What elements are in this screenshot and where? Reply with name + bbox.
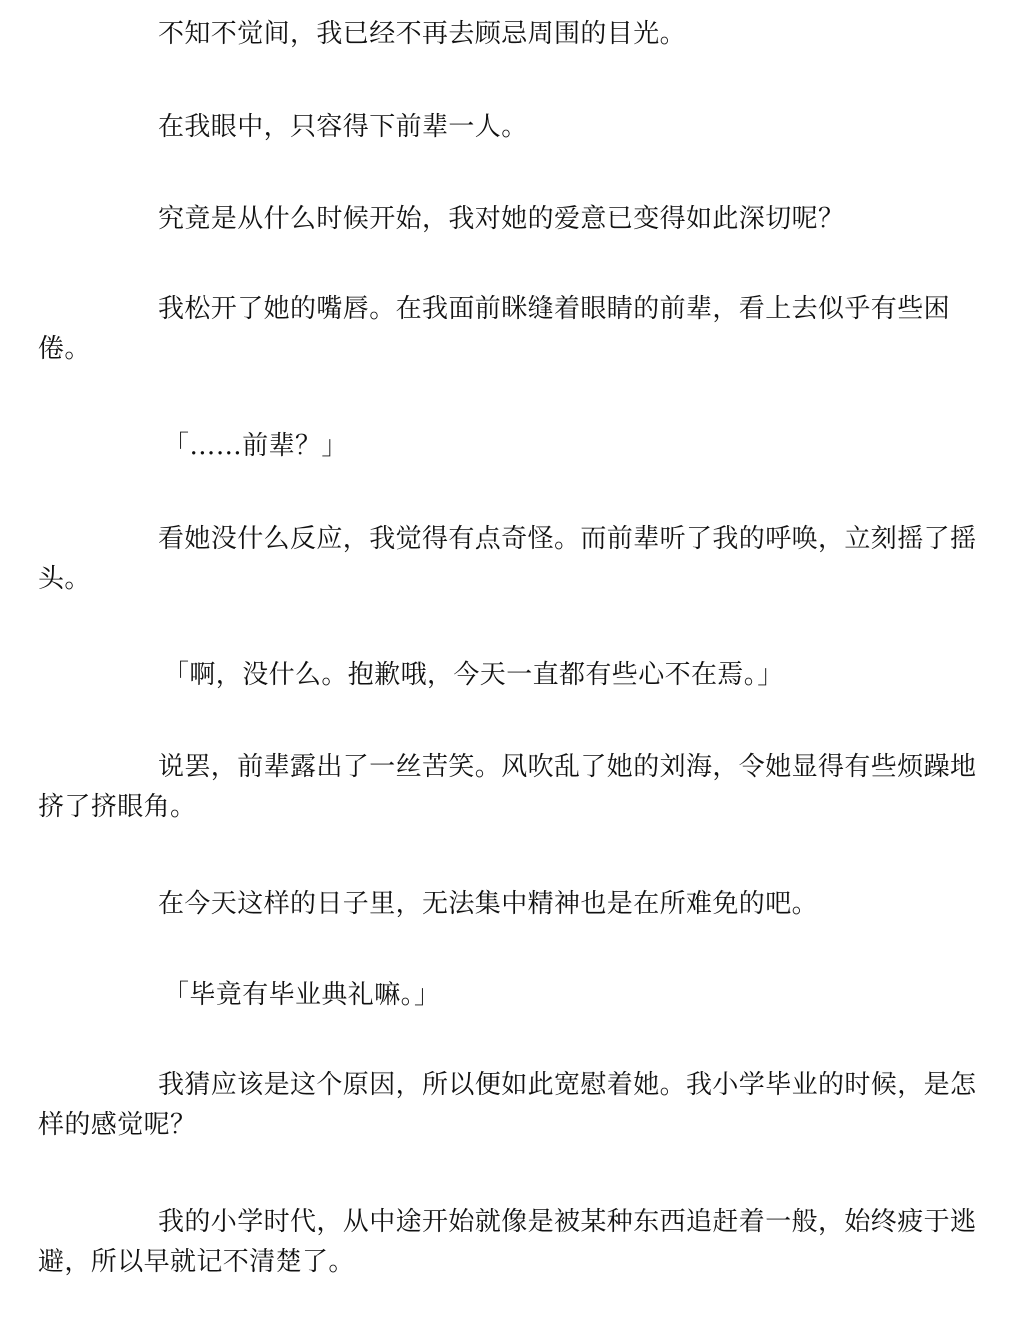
paragraph: 我猜应该是这个原因，所以便如此宽慰着她。我小学毕业的时候，是怎样的感觉呢？ xyxy=(38,1070,977,1140)
paragraph: 在今天这样的日子里，无法集中精神也是在所难免的吧。 xyxy=(158,889,819,919)
dialogue-line: 「……前辈？」 xyxy=(163,431,348,461)
paragraph: 我的小学时代，从中途开始就像是被某种东西追赶着一般，始终疲于逃避，所以早就记不清楚了。 xyxy=(38,1207,977,1277)
paragraph: 不知不觉间，我已经不再去顾忌周围的目光。 xyxy=(158,19,687,49)
dialogue-line: 「啊，没什么。抱歉哦，今天一直都有些心不在焉。」 xyxy=(163,660,784,690)
paragraph: 看她没什么反应，我觉得有点奇怪。而前辈听了我的呼唤，立刻摇了摇头。 xyxy=(38,524,977,594)
dialogue-line: 「毕竟有毕业典礼嘛。」 xyxy=(163,980,441,1010)
paragraph: 我松开了她的嘴唇。在我面前眯缝着眼睛的前辈，看上去似乎有些困倦。 xyxy=(38,294,951,364)
paragraph: 在我眼中，只容得下前辈一人。 xyxy=(158,112,528,142)
paragraph: 说罢，前辈露出了一丝苦笑。风吹乱了她的刘海，令她显得有些烦躁地挤了挤眼角。 xyxy=(38,752,977,822)
paragraph: 究竟是从什么时候开始，我对她的爱意已变得如此深切呢？ xyxy=(158,204,845,234)
